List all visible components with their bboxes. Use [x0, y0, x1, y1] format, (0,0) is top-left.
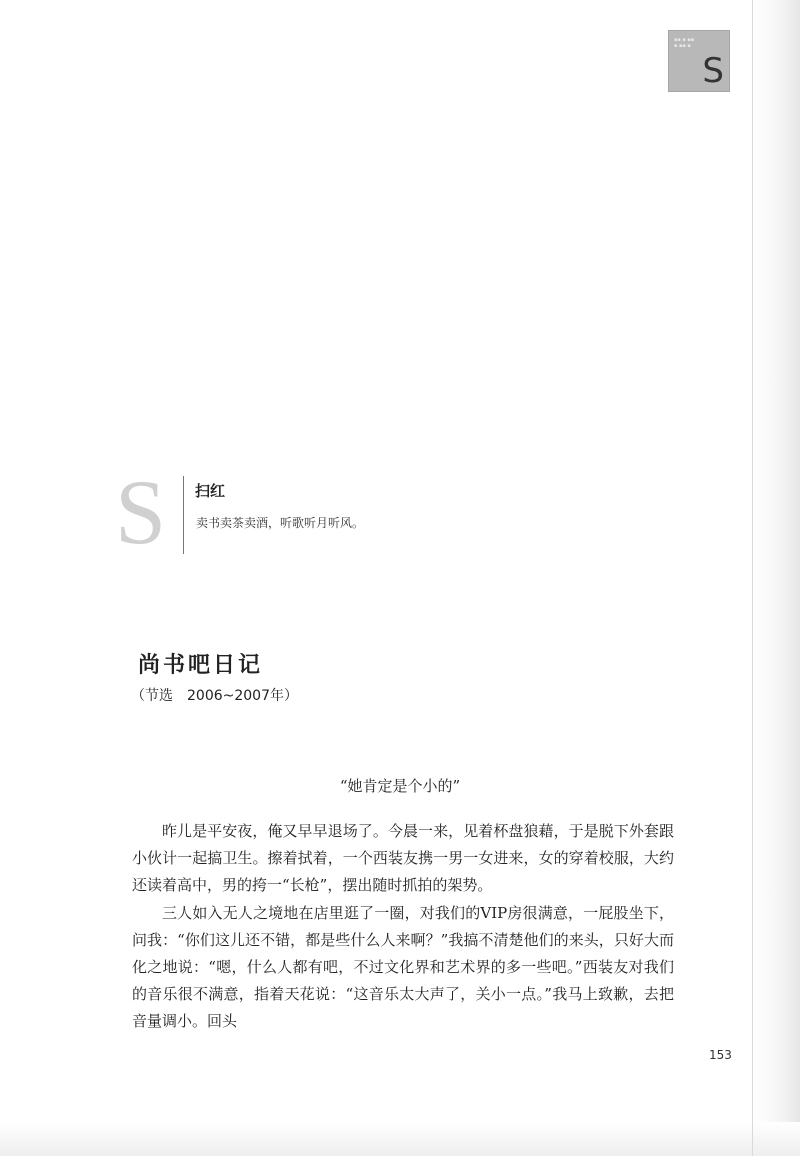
paragraph: 昨儿是平安夜，俺又早早退场了。今晨一来，见着杯盘狼藉，于是脱下外套跟小伙计一起搞卫生。擦着拭着，一个西装友携一男一女进来，女的穿着校服，大约还读着高中，男的挎一“长枪”，摆出随时抓拍的架势。 [132, 822, 674, 894]
section-tab [668, 30, 730, 92]
chapter-initial-letter: S [115, 461, 167, 563]
page-number: 153 [709, 1048, 732, 1062]
section-tab-letter: S [702, 51, 724, 91]
chapter-title: 扫红 [195, 482, 226, 500]
section-tab-texture: ▪▪ ▪ ▪▪ ▪ ▪▪ ▪ [674, 37, 695, 49]
paragraph: 三人如入无人之境地在店里逛了一圈，对我们的VIP房很满意，一屁股坐下，问我：“你们这儿还不错，都是些什么人来啊？”我搞不清楚他们的来头，只好大而化之地说：“嗯，什么人都有吧，不过文化界和艺术界的多一些吧。”西装友对我们的音乐很不满意，指着天花说：“这音乐太大声了，关小一点。”我马上致歉，去把音量调小。回头 [132, 904, 674, 1030]
article-subtitle: （节选 2006~2007年） [131, 688, 298, 704]
chapter-divider [183, 476, 184, 554]
page-edge-shadow-right [754, 0, 800, 1156]
article-title: 尚书吧日记 [138, 652, 264, 678]
body-text [132, 818, 674, 1036]
chapter-subtitle: 卖书卖茶卖酒，听歌听月听风。 [196, 516, 365, 530]
page-edge-shadow-bottom [0, 1122, 800, 1156]
scan-edge-line [752, 0, 753, 1156]
section-heading: “她肯定是个小的” [339, 777, 461, 795]
